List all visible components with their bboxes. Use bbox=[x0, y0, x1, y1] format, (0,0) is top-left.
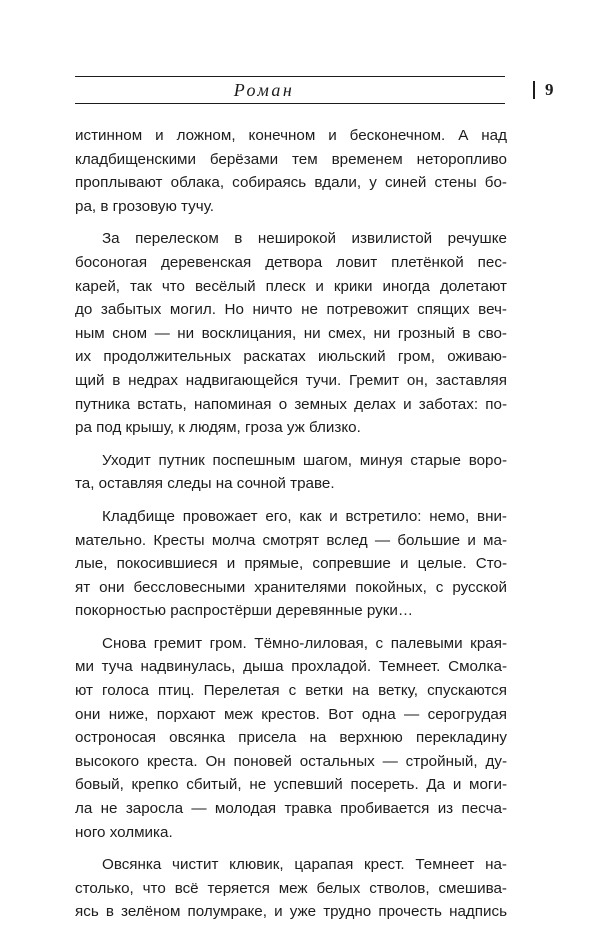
text-line: босоногая деревенская детвора ловит плетёнкой пес- bbox=[75, 253, 507, 271]
text-line: покорностью распростёрши деревянные руки… bbox=[75, 602, 414, 620]
paragraph-gap bbox=[75, 218, 507, 227]
text-line: высокого креста. Он поновей остальных — стройный, ду- bbox=[75, 752, 507, 770]
paragraph-gap bbox=[75, 623, 507, 632]
text-line: ным сном — ни восклицания, ни смех, ни грозный в сво- bbox=[75, 324, 507, 342]
text-line: Снова гремит гром. Тёмно-лиловая, с палевыми края- bbox=[102, 634, 507, 652]
text-line: истинном и ложном, конечном и бесконечном. А над bbox=[75, 127, 507, 144]
text-line: ят они бессловесными хранителями покойных, с русской bbox=[75, 578, 507, 596]
text-line: бовый, крепко сбитый, не успевший посереть. Да и моги- bbox=[75, 776, 507, 794]
text-line: ра, в грозовую тучу. bbox=[75, 197, 214, 215]
running-title: Роман bbox=[233, 80, 295, 100]
text-line: Овсянка чистит клювик, царапая крест. Темнеет на- bbox=[102, 856, 507, 874]
text-line: ного холмика. bbox=[75, 823, 173, 841]
header-separator bbox=[533, 81, 535, 99]
text-line: та, оставляя следы на сочной траве. bbox=[75, 475, 335, 493]
text-line: путника встать, напоминая о земных делах и заботах: по- bbox=[75, 395, 507, 413]
text-line: щий в недрах надвигающейся тучи. Гремит он, заставляя bbox=[75, 371, 507, 389]
text-line: проплывают облака, собираясь вдали, у синей стены бо- bbox=[75, 174, 507, 192]
text-line: мательно. Кресты молча смотрят вслед — большие и ма- bbox=[75, 531, 507, 549]
text-line: Кладбище провожает его, как и встретило: немо, вни- bbox=[102, 507, 507, 525]
text-line: ми туча надвинулась, дыша прохладой. Темнеет. Смолка- bbox=[75, 658, 507, 676]
text-line: их продолжительных раскатах июльский гром, оживаю- bbox=[75, 348, 507, 366]
paragraph-gap bbox=[75, 844, 507, 853]
paragraph-gap bbox=[75, 440, 507, 449]
text-line: столько, что всё теряется меж белых стволов, смешива- bbox=[75, 879, 507, 897]
paragraph-gap bbox=[75, 496, 507, 505]
page-number: 9 bbox=[545, 80, 554, 99]
text-line: кладбищенскими берёзами тем временем неторопливо bbox=[75, 150, 507, 168]
text-line: ра под крышу, к людям, гроза уж близко. bbox=[75, 419, 361, 437]
text-line: остроносая овсянка присела на верхнюю перекладину bbox=[75, 729, 507, 747]
text-line: карей, так что весёлый плеск и крики иногда долетают bbox=[75, 277, 507, 295]
body-text bbox=[75, 124, 507, 924]
text-line: лые, покосившиеся и прямые, сопревшие и целые. Сто- bbox=[75, 555, 507, 573]
text-line: ла не заросла — молодая травка пробивается из песча- bbox=[75, 800, 507, 818]
text-line: За перелеском в неширокой извилистой речушке bbox=[102, 230, 507, 248]
text-line: ют голоса птиц. Перелетая с ветки на ветку, спускаются bbox=[75, 682, 507, 700]
text-line: ясь в зелёном полумраке, и уже трудно прочесть надпись bbox=[75, 903, 507, 921]
text-line: Уходит путник поспешным шагом, минуя старые воро- bbox=[102, 451, 507, 469]
text-line: до забытых могил. Но ничто не потревожит спящих веч- bbox=[75, 301, 507, 319]
running-header bbox=[75, 76, 554, 104]
text-line: они ниже, порхают меж крестов. Вот одна — серогрудая bbox=[75, 705, 507, 723]
